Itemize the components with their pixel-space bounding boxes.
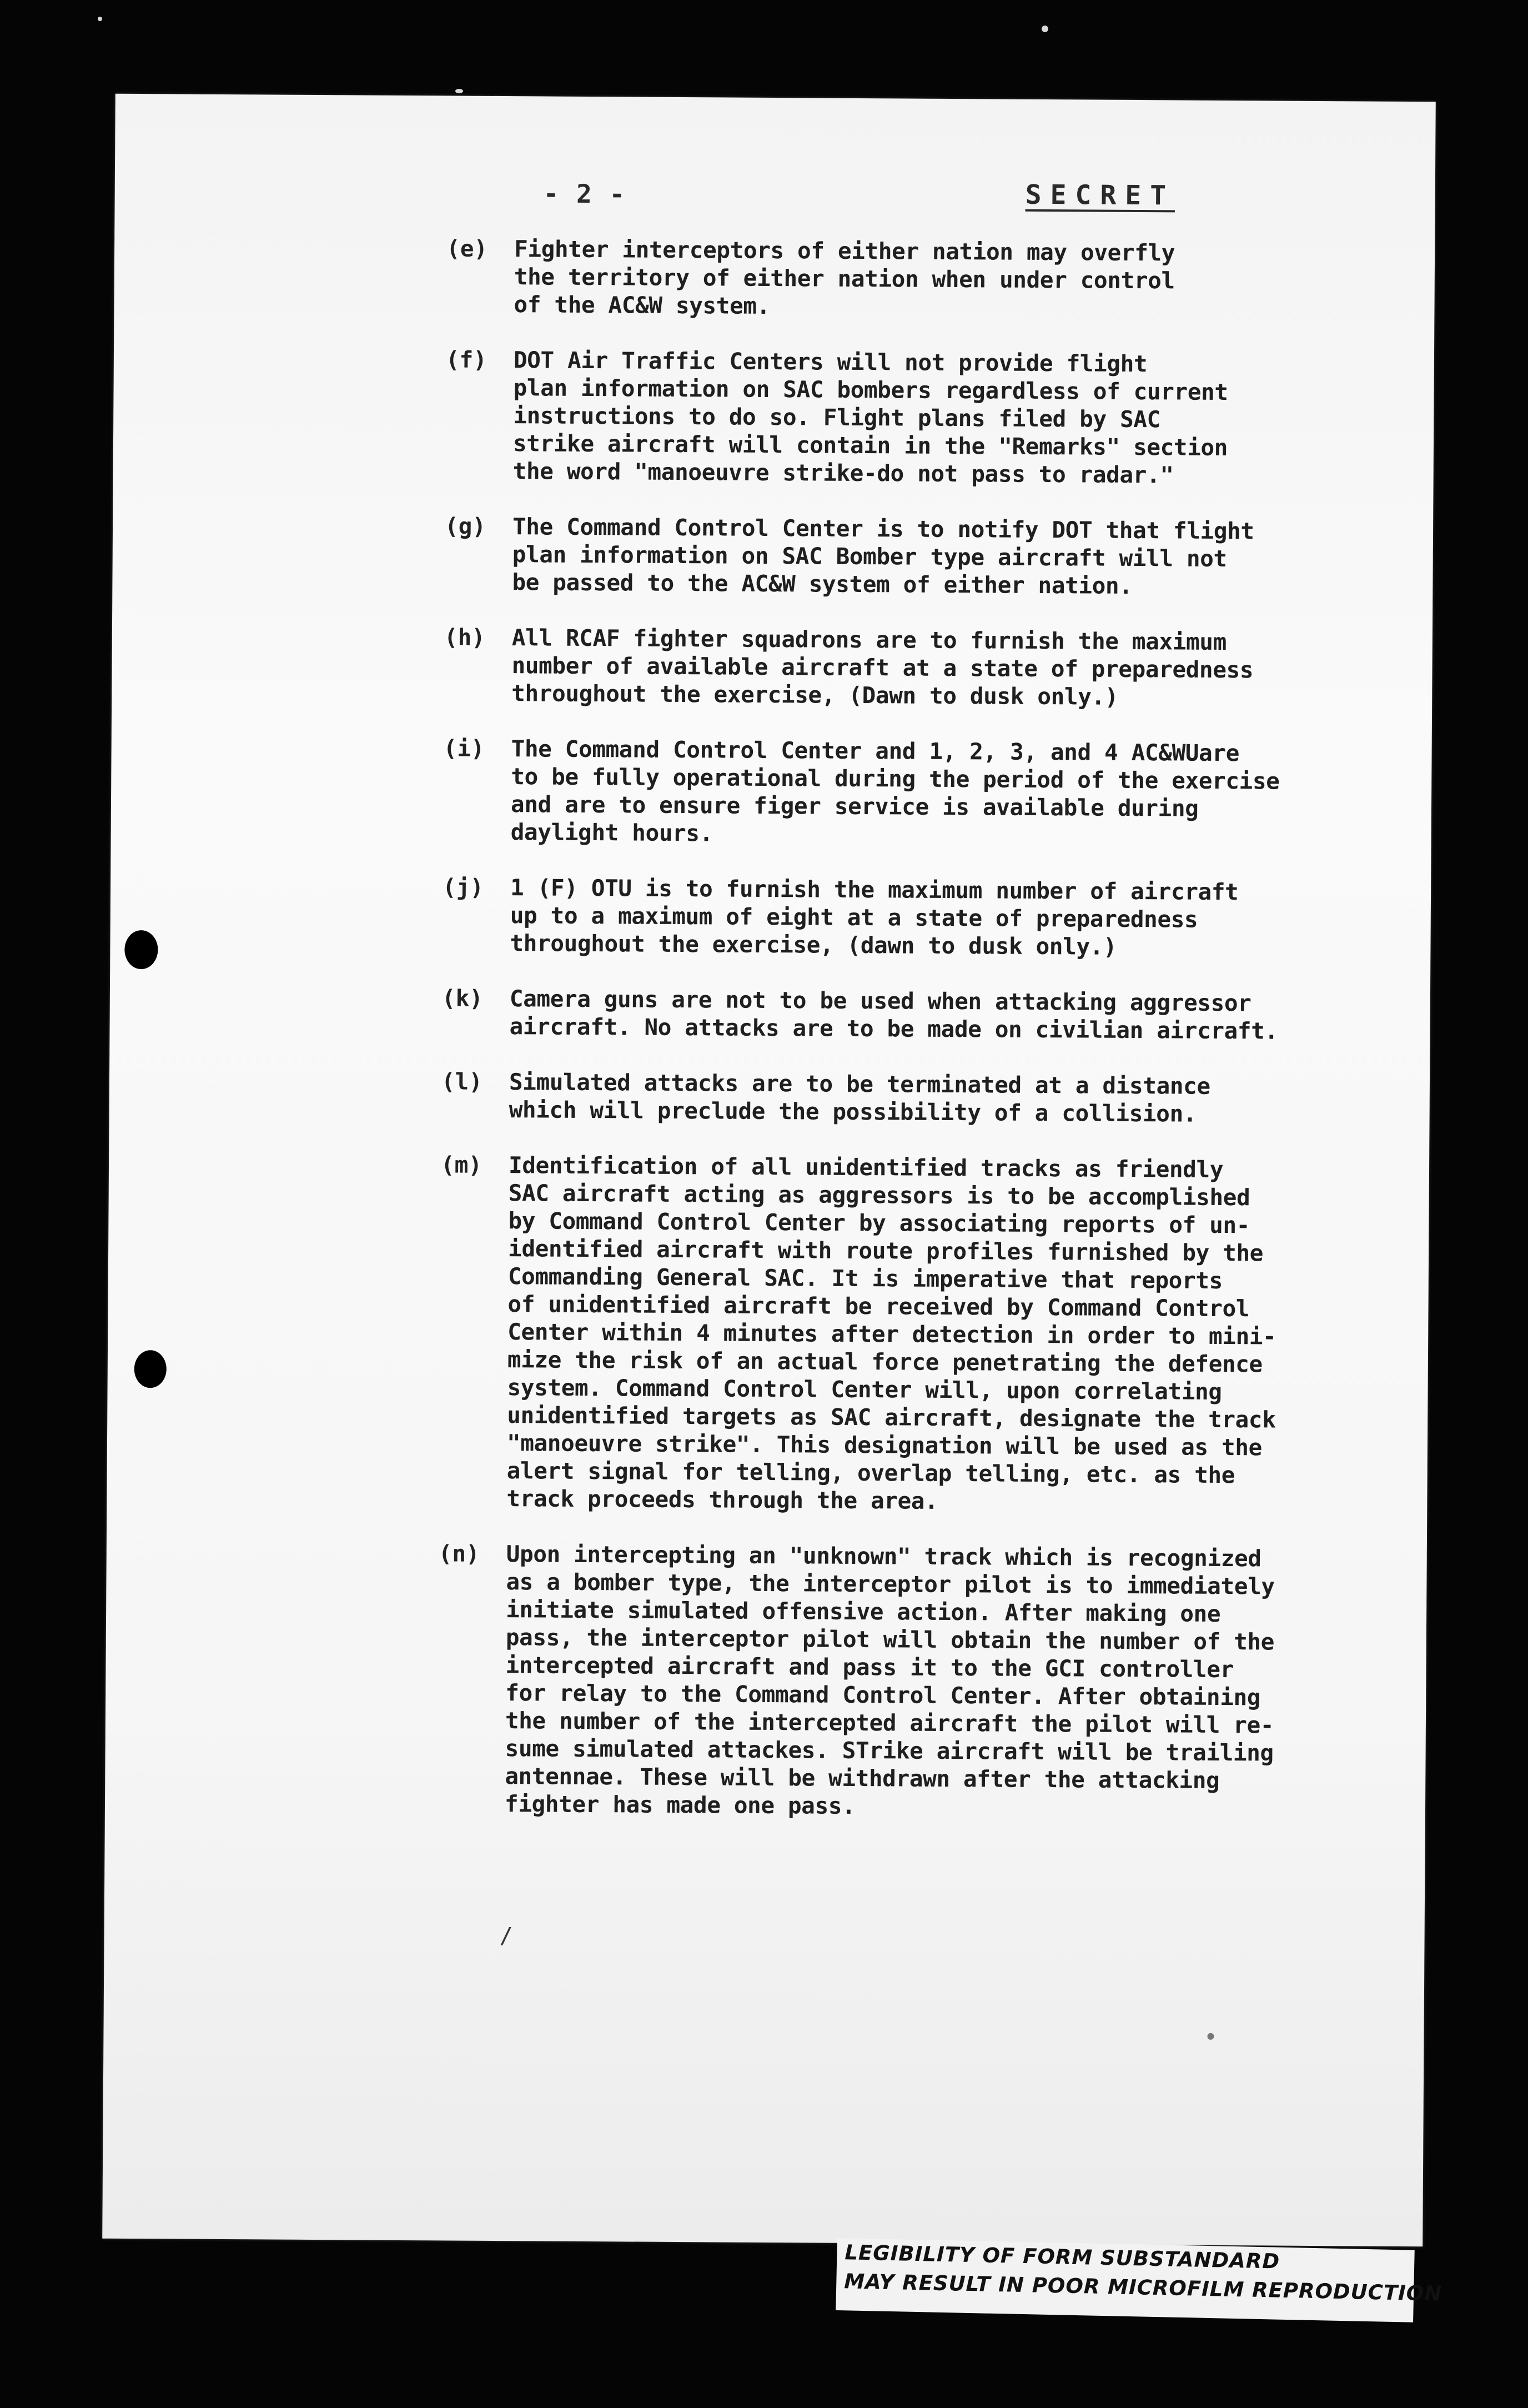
paragraph-line: sume simulated attackes. STrike aircraft will be trailing [505,1735,1274,1767]
film-speck [98,17,102,21]
page-number: - 2 - [543,178,626,209]
paragraph-label: (l) [441,1068,483,1095]
paragraph-line: Fighter interceptors of either nation may overfly [514,235,1175,267]
paragraph-line: by Command Control Center by associating reports of un- [508,1207,1250,1239]
paragraph-item [444,512,1428,601]
paragraph-label: (g) [444,513,486,540]
paragraph-line: of the AC&W system. [514,291,771,319]
paragraph-item [437,1539,1421,1823]
paragraph-line: track proceeds through the area. [506,1485,938,1514]
paragraph-line: unidentified targets as SAC aircraft, designate the track [507,1402,1276,1433]
paragraph-line: plan information on SAC Bomber type aircraft will not [512,541,1227,573]
paragraph-label: (m) [440,1151,482,1178]
ink-blot [124,930,158,969]
paragraph-line: of unidentified aircraft be received by Command Control [507,1291,1250,1322]
stray-dot [1207,2033,1214,2040]
stamp-line-1: LEGIBILITY OF FORM SUBSTANDARD [845,2240,1280,2274]
paragraph-line: as a bomber type, the interceptor pilot is to immediately [506,1568,1275,1600]
paragraph-item [441,1067,1425,1129]
paragraph-line: throughout the exercise, (Dawn to dusk only.) [511,680,1119,710]
paragraph-line: throughout the exercise, (dawn to dusk only.) [510,930,1117,960]
paragraph-line: aircraft. No attacks are to be made on civilian aircraft. [509,1013,1278,1045]
paragraph-label: (j) [442,874,484,901]
paragraph-line: and are to ensure figer service is available during [510,791,1199,822]
paragraph-line: Upon intercepting an "unknown" track which is recognized [506,1541,1261,1572]
microfilm-legibility-stamp [836,2238,1442,2322]
paragraph-label: (k) [441,985,484,1012]
paragraph-line: fighter has made one pass. [504,1790,856,1819]
paragraph-line: pass, the interceptor pilot will obtain the number of the [505,1624,1275,1656]
paragraph-line: SAC aircraft acting as aggressors is to be accomplished [508,1180,1250,1211]
paragraph-line: antennae. These will be withdrawn after the attacking [505,1763,1220,1794]
paragraph-line: the number of the intercepted aircraft the pilot will re- [505,1707,1274,1739]
paragraph-line: All RCAF fighter squadrons are to furnish the maximum [511,624,1227,656]
paragraph-line: strike aircraft will contain in the "Remarks" section [512,430,1228,461]
paragraph-line: DOT Air Traffic Centers will not provide flight [513,347,1148,378]
paragraph-line: for relay to the Command Control Center. After obtaining [505,1679,1261,1711]
paragraph-label: (e) [446,235,488,262]
paragraph-line: The Command Control Center and 1, 2, 3, and 4 AC&WUare [511,735,1240,767]
paragraph-line: instructions to do so. Flight plans filed by SAC [513,402,1161,433]
ink-blot [134,1350,167,1388]
stamp-line-2: MAY RESULT IN POOR MICROFILM REPRODUCTION [843,2269,1442,2306]
paragraph-line: up to a maximum of eight at a state of preparedness [510,902,1198,933]
paragraph-line: the word "manoeuvre strike-do not pass to radar." [512,458,1174,489]
film-speck [1042,26,1048,32]
paragraph-line: plan information on SAC bombers regardless of current [513,374,1228,406]
paragraph-line: "manoeuvre strike". This designation will be used as the [506,1429,1263,1461]
paragraph-line: Camera guns are not to be used when attacking aggressor [509,985,1251,1017]
paragraph-line: initiate simulated offensive action. After making one [506,1596,1221,1627]
paragraph-line: Identification of all unidentified tracks as friendly [508,1152,1224,1183]
paragraph-list [437,234,1430,1851]
paragraph-item [443,734,1426,851]
paragraph-line: intercepted aircraft and pass it to the GCI controller [505,1652,1234,1683]
paragraph-line: Center within 4 minutes after detection in order to mini- [507,1318,1276,1350]
paragraph-line: alert signal for telling, overlap telling, etc. as the [506,1457,1235,1489]
paragraph-label: (n) [438,1540,480,1567]
paragraph-label: (h) [444,624,486,651]
paragraph-line: mize the risk of an actual force penetrating the defence [507,1346,1263,1378]
paragraph-item [441,984,1425,1046]
classification-marking: SECRET [1025,179,1175,212]
paragraph-line: identified aircraft with route profiles furnished by the [507,1235,1264,1267]
film-speck [455,89,463,93]
paragraph-line: The Command Control Center is to notify DOT that flight [512,513,1254,545]
paragraph-line: 1 (F) OTU is to furnish the maximum number of aircraft [510,874,1239,906]
paragraph-line: which will preclude the possibility of a collision. [509,1096,1197,1127]
paragraph-line: Simulated attacks are to be terminated at a distance [509,1068,1210,1100]
paragraph-line: be passed to the AC&W system of either nation. [512,569,1133,599]
paragraph-line: number of available aircraft at a state of preparedness [511,652,1254,684]
paragraph-label: (f) [445,346,487,373]
paragraph-item [439,1151,1424,1518]
paragraph-item [445,345,1429,490]
paragraph-line: system. Command Control Center will, upon correlating [507,1374,1222,1405]
paragraph-line: daylight hours. [510,819,713,847]
document-page [102,94,1436,2246]
paragraph-line: to be fully operational during the period of the exercise [511,763,1280,795]
paragraph-item [442,873,1425,962]
paragraph-line: Commanding General SAC. It is imperative that reports [507,1263,1223,1294]
stray-pen-mark: / [499,1923,513,1949]
paragraph-label: (i) [443,735,485,762]
paragraph-item [446,234,1429,324]
paragraph-item [444,623,1427,713]
paragraph-line: the territory of either nation when under control [514,263,1175,294]
